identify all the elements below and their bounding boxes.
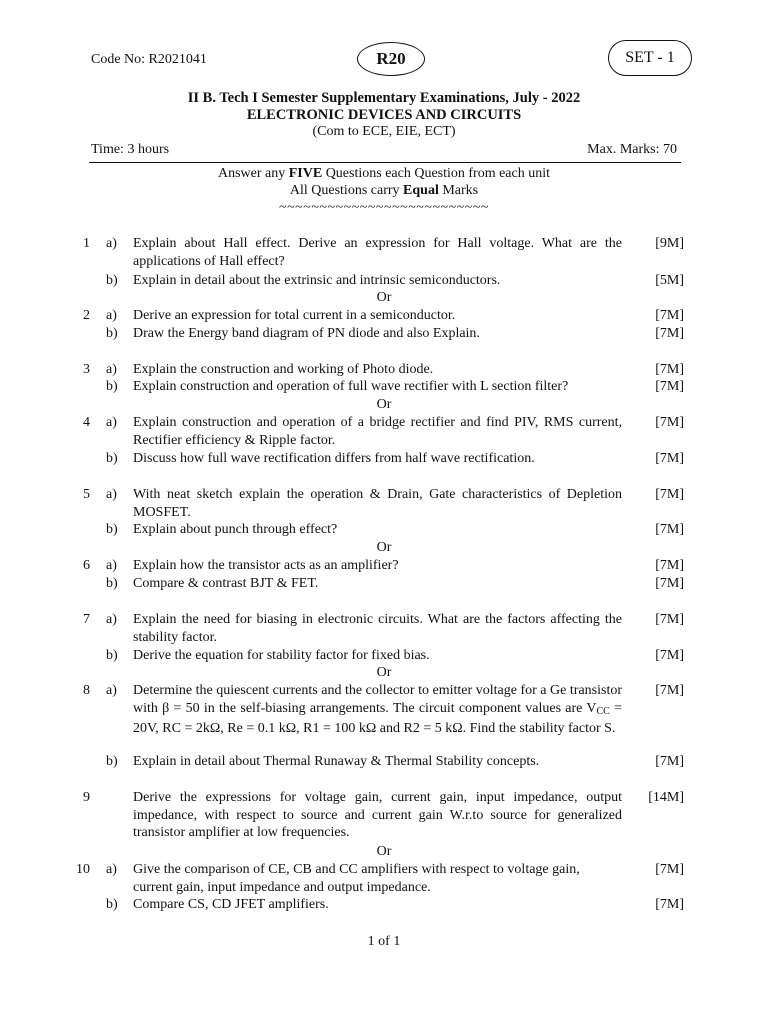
question-text: Draw the Energy band diagram of PN diode and also Explain. (133, 326, 480, 341)
question-number: 3 (83, 362, 90, 377)
marks: [7M] (655, 362, 684, 377)
part-label: b) (106, 754, 118, 769)
page-number: 1 of 1 (367, 934, 401, 949)
code-number: Code No: R2021041 (91, 52, 207, 67)
part-label: a) (106, 558, 117, 573)
question-text: Explain construction and operation of full wave rectifier with L section filter? (133, 379, 569, 394)
marks: [7M] (655, 612, 684, 627)
question-text: Explain the construction and working of Photo diode. (133, 362, 434, 377)
tilde-divider: ~~~~~~~~~~~~~~~~~~~~~~~~~~ (279, 200, 489, 215)
part-label: b) (106, 451, 118, 466)
question-text: Explain in detail about the extrinsic and intrinsic semiconductors. (133, 273, 501, 288)
question-text: Determine the quiescent currents and the collector to emitter voltage for a Ge transistor with β = 50 in the self-biasing arrangements. The circuit component values are $V_{CC} = 20V$, RC = 2kΩ, Re = 0.1 kΩ, R1 = 100 kΩ and R2 = 5 kΩ. Find the stability factor S. (133, 683, 622, 736)
marks: [7M] (655, 576, 684, 591)
marks: [7M] (655, 862, 684, 877)
marks: [7M] (655, 754, 684, 769)
question-text: Derive an expression for total current in a semiconductor. (133, 308, 456, 323)
marks: [14M] (648, 790, 684, 805)
question-number: 9 (83, 790, 90, 805)
subject-title: ELECTRONIC DEVICES AND CIRCUITS (246, 107, 522, 123)
question-text: Explain in detail about Thermal Runaway & Thermal Stability concepts. (133, 754, 540, 769)
part-label: b) (106, 273, 118, 288)
header-divider (89, 162, 681, 163)
question-number: 2 (83, 308, 90, 323)
marks: [9M] (655, 236, 684, 251)
question-number: 5 (83, 487, 90, 502)
marks: [7M] (655, 558, 684, 573)
max-marks-label: Max. Marks: 70 (587, 142, 677, 157)
marks: [7M] (655, 379, 684, 394)
question-text: Discuss how full wave rectification differs from half wave rectification. (133, 451, 535, 466)
or-separator: Or (376, 290, 392, 305)
marks: [7M] (655, 522, 684, 537)
part-label: a) (106, 415, 117, 430)
question-text: With neat sketch explain the operation & Drain, Gate characteristics of Depletion MOSFET. (133, 487, 622, 520)
question-text: Explain about Hall effect. Derive an expression for Hall voltage. What are the applications of Hall effect? (133, 236, 622, 269)
or-separator: Or (376, 540, 392, 555)
question-number: 4 (83, 415, 90, 430)
marks: [7M] (655, 648, 684, 663)
part-label: a) (106, 487, 117, 502)
question-text: Compare & contrast BJT & FET. (133, 576, 319, 591)
marks: [7M] (655, 683, 684, 698)
part-label: a) (106, 862, 117, 877)
question-text: Explain construction and operation of a bridge rectifier and find PIV, RMS current, Rectifier efficiency & Ripple factor. (133, 415, 622, 448)
time-label: Time: 3 hours (91, 142, 170, 157)
marks: [7M] (655, 897, 684, 912)
regulation-badge: R20 (357, 42, 425, 76)
marks: [7M] (655, 308, 684, 323)
part-label: a) (106, 236, 117, 251)
branches: (Com to ECE, EIE, ECT) (312, 124, 456, 139)
part-label: b) (106, 897, 118, 912)
part-label: a) (106, 683, 117, 698)
part-label: a) (106, 308, 117, 323)
question-text: Derive the expressions for voltage gain, current gain, input impedance, output impedance, with respect to source and current gain W.r.to source for generalized transistor amplifier at low frequencies. (133, 790, 622, 840)
part-label: a) (106, 362, 117, 377)
part-label: b) (106, 576, 118, 591)
question-text: Compare CS, CD JFET amplifiers. (133, 897, 329, 912)
question-number: 8 (83, 683, 90, 698)
question-number: 10 (76, 862, 90, 877)
part-label: a) (106, 612, 117, 627)
question-text: Give the comparison of CE, CB and CC amplifiers with respect to voltage gain, current gain, input impedance and output impedance. (133, 862, 580, 895)
question-text: Derive the equation for stability factor for fixed bias. (133, 648, 430, 663)
part-label: b) (106, 379, 118, 394)
part-label: b) (106, 326, 118, 341)
question-number: 7 (83, 612, 90, 627)
part-label: b) (106, 648, 118, 663)
question-number: 1 (83, 236, 90, 251)
instruction-line-2: All Questions carry Equal Marks (289, 183, 479, 198)
question-number: 6 (83, 558, 90, 573)
or-separator: Or (376, 665, 392, 680)
question-text: Explain the need for biasing in electronic circuits. What are the factors affecting the stability factor. (133, 612, 622, 645)
or-separator: Or (376, 844, 392, 859)
marks: [7M] (655, 415, 684, 430)
instruction-line-1: Answer any FIVE Questions each Question from each unit (217, 166, 551, 181)
or-separator: Or (376, 397, 392, 412)
marks: [5M] (655, 273, 684, 288)
marks: [7M] (655, 487, 684, 502)
set-badge: SET - 1 (608, 40, 692, 76)
marks: [7M] (655, 326, 684, 341)
part-label: b) (106, 522, 118, 537)
marks: [7M] (655, 451, 684, 466)
exam-title: II B. Tech I Semester Supplementary Examinations, July - 2022 (187, 90, 581, 106)
question-text: Explain about punch through effect? (133, 522, 338, 537)
question-text: Explain how the transistor acts as an amplifier? (133, 558, 399, 573)
